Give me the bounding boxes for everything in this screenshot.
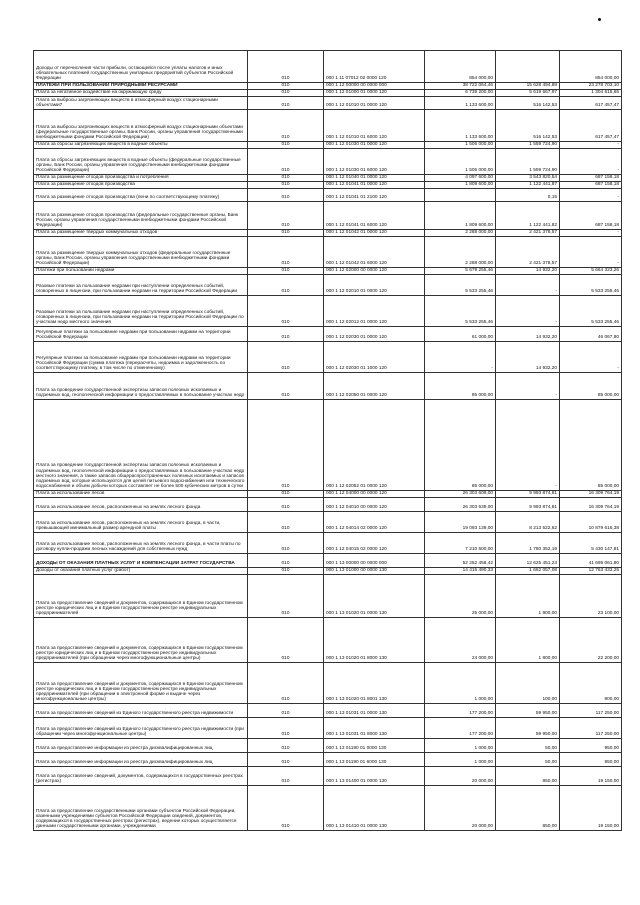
row-approved: 26 303 639,00 (425, 498, 496, 512)
row-budget-code: 000 1 13 01020 01 8000 130 (324, 618, 425, 663)
row-name: Плата за предоставление государственными органами субъектов Российской Федерации, казенными учреждениями субъектов Российской Федерации сведений, документов, содержащихся в государственных реестрах (регистрах), ведение которых осуществляется данными государственными органами, учреждениями (34, 786, 248, 831)
row-unexecuted: 85 000,00 (560, 373, 622, 400)
table-row (34, 202, 622, 230)
row-name: ПЛАТЕЖИ ПРИ ПОЛЬЗОВАНИИ ПРИРОДНЫМИ РЕСУРСАМИ (34, 83, 248, 90)
row-name: Плата за предоставление информации из реестра дисквалифицированных лиц (34, 753, 248, 767)
row-budget-code: 000 1 13 01031 01 8000 130 (324, 718, 425, 739)
row-approved: 25 000,00 (425, 575, 496, 618)
row-line-code: 010 (248, 753, 324, 767)
row-line-code: 010 (248, 230, 324, 237)
row-executed: 12 625 451,23 (496, 554, 560, 568)
row-budget-code: 000 1 12 01041 01 2100 120 (324, 189, 425, 202)
row-budget-code: 000 1 11 07012 02 0000 120 (324, 51, 425, 83)
row-budget-code: 000 1 12 00000 00 0000 000 (324, 83, 425, 90)
row-unexecuted: 5 533 255,46 (560, 275, 622, 296)
row-executed: 14 932,20 (496, 268, 560, 275)
row-approved: 7 210 500,00 (425, 533, 496, 554)
row-unexecuted: 5 664 323,26 (560, 268, 622, 275)
row-approved: 5 679 255,46 (425, 268, 496, 275)
table-row (34, 739, 622, 753)
table-row (34, 618, 622, 663)
row-name: Плата за сбросы загрязняющих веществ в водные объекты (34, 142, 248, 149)
table-row (34, 663, 622, 704)
row-name: Плата за проведение государственной экспертизы запасов полезных ископаемых и подземных вод, геологической информации о предоставляемых в пользование участках недр местного значения, а также запасов общераспространенных полезных ископаемых и запасов подземных вод, которые используются для целей питьевого водоснабжения или технического водоснабжения и объем добычи которых составляет не более 500 кубических метров в сутки (34, 400, 248, 491)
table-row (34, 275, 622, 296)
table-row (34, 90, 622, 97)
row-line-code: 010 (248, 568, 324, 575)
row-executed: 100,00 (496, 663, 560, 704)
row-budget-code: 000 1 12 02012 01 0000 120 (324, 296, 425, 327)
table-row (34, 400, 622, 491)
table-row (34, 753, 622, 767)
row-name: Плата за предоставление сведений и документов, содержащихся в Едином государственном реестре юридических лиц и в Едином государственном реестре индивидуальных предпринимателей (34, 575, 248, 618)
row-unexecuted: - (560, 230, 622, 237)
table-row (34, 575, 622, 618)
row-budget-code: 000 1 13 01000 00 0000 130 (324, 568, 425, 575)
row-unexecuted: 854 000,00 (560, 51, 622, 83)
row-executed: 1 559 724,90 (496, 149, 560, 175)
row-line-code: 010 (248, 618, 324, 663)
row-executed: 5 619 667,97 (496, 90, 560, 97)
row-executed: 9 993 874,81 (496, 491, 560, 498)
table-row (34, 97, 622, 110)
row-budget-code: 000 1 12 01000 01 0000 120 (324, 90, 425, 97)
row-executed: 850,00 (496, 786, 560, 831)
row-unexecuted: - (560, 142, 622, 149)
row-budget-code: 000 1 12 04014 02 0000 120 (324, 512, 425, 533)
row-line-code: 010 (248, 268, 324, 275)
row-name: Плата за использование лесов, расположенных на землях лесного фонда, в части платы по договору купли-продажи лесных насаждений для собственных нужд (34, 533, 248, 554)
row-name: Разовые платежи за пользование недрами при наступлении определенных событий, оговоренных в лицензии, при пользовании недрами на территории Российской Федерации (34, 275, 248, 296)
row-executed: 516 142,53 (496, 110, 560, 142)
row-name: Плата за предоставление сведений и документов, содержащихся в Едином государственном реестре юридических лиц и в Едином государственном реестре индивидуальных предпринимателей (при обращении через многофункциональные центры) (34, 618, 248, 663)
row-line-code: 010 (248, 327, 324, 342)
row-executed: 1 800,00 (496, 618, 560, 663)
row-approved: 52 252 458,42 (425, 554, 496, 568)
row-name: Плата за размещение отходов производства (федеральные государственные органы, Банк России, органы управления государственными внебюджетными фондами Российской Федерации) (34, 202, 248, 230)
row-unexecuted: 19 150,00 (560, 767, 622, 786)
table-row (34, 512, 622, 533)
row-approved: 19 093 139,00 (425, 512, 496, 533)
table-row (34, 142, 622, 149)
row-approved: 1 809 600,00 (425, 182, 496, 189)
table-row (34, 230, 622, 237)
table-body (34, 51, 622, 831)
row-executed: - (496, 275, 560, 296)
row-budget-code: 000 1 12 02030 01 1000 120 (324, 342, 425, 373)
row-budget-code: 000 1 13 01190 01 6000 130 (324, 753, 425, 767)
row-unexecuted: 16 309 764,19 (560, 498, 622, 512)
row-executed: 59 950,00 (496, 704, 560, 718)
row-unexecuted: 950,00 (560, 739, 622, 753)
row-budget-code: 000 1 12 01010 01 6000 120 (324, 110, 425, 142)
row-approved: 177 200,00 (425, 718, 496, 739)
table-row (34, 491, 622, 498)
row-budget-code: 000 1 13 01190 01 0000 130 (324, 739, 425, 753)
table-row (34, 296, 622, 327)
row-budget-code: 000 1 12 02000 00 0000 120 (324, 268, 425, 275)
row-unexecuted: 12 763 433,25 (560, 568, 622, 575)
row-line-code: 010 (248, 718, 324, 739)
row-name: Плата за размещение отходов производства и потребления (34, 175, 248, 182)
row-approved: 1 506 000,00 (425, 142, 496, 149)
row-name: Регулярные платежи за пользование недрами при пользовании недрами на территории Российской Федерации (34, 327, 248, 342)
row-executed: 1 122 441,87 (496, 182, 560, 189)
row-approved: 85 000,00 (425, 373, 496, 400)
row-line-code: 010 (248, 663, 324, 704)
row-line-code: 010 (248, 512, 324, 533)
row-approved: 20 000,00 (425, 767, 496, 786)
row-unexecuted: 10 879 616,38 (560, 512, 622, 533)
row-executed: 14 932,20 (496, 327, 560, 342)
row-approved: 61 000,00 (425, 327, 496, 342)
row-line-code: 010 (248, 182, 324, 189)
table-row (34, 718, 622, 739)
row-executed: 59 950,00 (496, 718, 560, 739)
row-budget-code: 000 1 12 04015 02 0000 120 (324, 533, 425, 554)
table-row (34, 704, 622, 718)
row-name: Плата за предоставление сведений, документов, содержащихся в государственных реестрах (регистрах) (34, 767, 248, 786)
row-approved: 85 000,00 (425, 400, 496, 491)
row-approved: 1 000,00 (425, 739, 496, 753)
row-name: Плата за проведение государственной экспертизы запасов полезных ископаемых и подземных вод, геологической информации о предоставляемых в пользование участках недр (34, 373, 248, 400)
row-unexecuted: 23 100,00 (560, 575, 622, 618)
row-budget-code: 000 1 12 01030 01 0000 120 (324, 142, 425, 149)
scan-mark (598, 18, 601, 21)
row-line-code: 010 (248, 767, 324, 786)
row-approved: 24 000,00 (425, 618, 496, 663)
table-row (34, 182, 622, 189)
row-name: Плата за использование лесов (34, 491, 248, 498)
row-executed: - (496, 373, 560, 400)
row-line-code: 010 (248, 786, 324, 831)
row-executed: 0,15 (496, 189, 560, 202)
row-executed: 9 993 874,81 (496, 498, 560, 512)
row-unexecuted: 687 158,18 (560, 175, 622, 182)
row-name: Доходы от оказания платных услуг (работ) (34, 568, 248, 575)
table-row (34, 498, 622, 512)
row-line-code: 010 (248, 175, 324, 182)
row-budget-code: 000 1 13 01410 01 0000 130 (324, 786, 425, 831)
row-executed: 1 122 441,82 (496, 202, 560, 230)
row-budget-code: 000 1 12 02010 01 0000 120 (324, 275, 425, 296)
table-row (34, 568, 622, 575)
row-line-code: 010 (248, 142, 324, 149)
row-name: Плата за предоставление сведений из Единого государственного реестра недвижимости (34, 704, 248, 718)
row-approved (425, 189, 496, 202)
row-approved: 2 288 000,00 (425, 237, 496, 268)
row-name: Плата за использование лесов, расположенных на землях лесного фонда, в части, превышающей минимальный размер арендной платы (34, 512, 248, 533)
row-unexecuted: 617 457,47 (560, 110, 622, 142)
row-budget-code: 000 1 12 04010 00 0000 120 (324, 498, 425, 512)
table-row (34, 327, 622, 342)
row-line-code: 010 (248, 342, 324, 373)
row-executed: 1 662 057,08 (496, 568, 560, 575)
row-approved: 1 133 600,00 (425, 110, 496, 142)
row-unexecuted: 22 200,00 (560, 618, 622, 663)
row-executed: 15 628 494,88 (496, 83, 560, 90)
row-line-code: 010 (248, 533, 324, 554)
row-approved: 38 722 064,46 (425, 83, 496, 90)
row-budget-code: 000 1 12 01030 01 6000 120 (324, 149, 425, 175)
row-line-code: 010 (248, 110, 324, 142)
row-name: Плата за размещение отходов производства (пени по соответствующему платежу) (34, 189, 248, 202)
row-line-code: 010 (248, 189, 324, 202)
row-executed: 3 543 820,54 (496, 175, 560, 182)
row-executed: 516 142,53 (496, 97, 560, 110)
row-line-code: 010 (248, 90, 324, 97)
row-approved: 26 303 609,00 (425, 491, 496, 498)
row-unexecuted: 117 250,00 (560, 718, 622, 739)
row-unexecuted: 5 430 147,81 (560, 533, 622, 554)
row-line-code: 010 (248, 400, 324, 491)
row-name: Плата за негативное воздействие на окружающую среду (34, 90, 248, 97)
row-unexecuted: 687 158,18 (560, 182, 622, 189)
row-budget-code: 000 1 12 02052 01 0000 120 (324, 400, 425, 491)
row-budget-code: 000 1 12 04000 00 0000 120 (324, 491, 425, 498)
row-budget-code: 000 1 12 01042 01 6000 120 (324, 237, 425, 268)
table-row (34, 786, 622, 831)
row-unexecuted: - (560, 189, 622, 202)
row-executed: 8 213 522,62 (496, 512, 560, 533)
row-executed: 850,00 (496, 767, 560, 786)
row-line-code: 010 (248, 149, 324, 175)
row-line-code: 010 (248, 498, 324, 512)
row-budget-code: 000 1 12 02050 01 0000 120 (324, 373, 425, 400)
row-approved: 1 506 000,00 (425, 149, 496, 175)
table-row (34, 237, 622, 268)
row-line-code: 010 (248, 97, 324, 110)
row-approved: 6 739 200,00 (425, 90, 496, 97)
row-name: ДОХОДЫ ОТ ОКАЗАНИЯ ПЛАТНЫХ УСЛУГ И КОМПЕНСАЦИИ ЗАТРАТ ГОСУДАРСТВА (34, 554, 248, 568)
row-approved: - (425, 342, 496, 373)
row-executed (496, 51, 560, 83)
row-unexecuted: 1 304 615,65 (560, 90, 622, 97)
table-row (34, 373, 622, 400)
row-budget-code: 000 1 12 02030 01 0000 120 (324, 327, 425, 342)
row-executed: 14 932,20 (496, 342, 560, 373)
row-name: Плата за размещение твердых коммунальных отходов (34, 230, 248, 237)
row-name: Плата за размещение отходов производства (34, 182, 248, 189)
row-name: Плата за выбросы загрязняющих веществ в атмосферный воздух стационарными объектами7 (34, 97, 248, 110)
table-row (34, 533, 622, 554)
row-name: Плата за предоставление информации из реестра дисквалифицированных лиц (34, 739, 248, 753)
row-unexecuted: 5 533 255,46 (560, 296, 622, 327)
row-approved: 2 288 000,00 (425, 230, 496, 237)
row-name: Плата за использование лесов, расположенных на землях лесного фонда (34, 498, 248, 512)
row-unexecuted: 46 067,80 (560, 327, 622, 342)
row-approved: 177 200,00 (425, 704, 496, 718)
row-unexecuted: 85 000,00 (560, 400, 622, 491)
row-executed: 2 421 378,57 (496, 237, 560, 268)
row-approved: 854 000,00 (425, 51, 496, 83)
table-row (34, 110, 622, 142)
row-budget-code: 000 1 13 01020 01 8001 130 (324, 663, 425, 704)
row-approved: 20 000,00 (425, 786, 496, 831)
table-row (34, 51, 622, 83)
row-executed: 1 559 724,90 (496, 142, 560, 149)
row-unexecuted: 900,00 (560, 663, 622, 704)
row-budget-code: 000 1 13 01031 01 0000 130 (324, 704, 425, 718)
row-approved: 5 533 255,46 (425, 296, 496, 327)
row-name: Регулярные платежи за пользование недрами при пользовании недрами на территории Российской Федерации (сумма платежа (перерасчеты, недоимка и задолженность по соответствующему платежу, в том числе по отмененному) (34, 342, 248, 373)
row-approved: 1 000,00 (425, 753, 496, 767)
row-line-code: 010 (248, 373, 324, 400)
row-name: Плата за сбросы загрязняющих веществ в водные объекты (федеральные государственные органы, Банк России, органы управления государственными внебюджетными фондами Российской Федерации) (34, 149, 248, 175)
row-executed: - (496, 400, 560, 491)
row-unexecuted: 617 457,47 (560, 97, 622, 110)
row-executed: - (496, 296, 560, 327)
row-line-code: 010 (248, 554, 324, 568)
row-name: Плата за предоставление сведений из Единого государственного реестра недвижимости (при обращении через многофункциональные центры) (34, 718, 248, 739)
row-unexecuted: 23 278 703,10 (560, 83, 622, 90)
row-unexecuted: 16 309 764,19 (560, 491, 622, 498)
row-name: Доходы от перечисления части прибыли, остающейся после уплаты налогов и иных обязательных платежей государственных унитарных предприятий субъектов Российской Федерации (34, 51, 248, 83)
row-approved: 1 133 600,00 (425, 97, 496, 110)
row-line-code: 010 (248, 575, 324, 618)
row-line-code: 010 (248, 202, 324, 230)
row-budget-code: 000 1 13 00000 00 0000 000 (324, 554, 425, 568)
table-row (34, 189, 622, 202)
row-unexecuted: 19 150,00 (560, 786, 622, 831)
row-budget-code: 000 1 12 01041 01 6000 120 (324, 202, 425, 230)
row-line-code: 010 (248, 83, 324, 90)
table-row (34, 554, 622, 568)
row-executed: 50,00 (496, 753, 560, 767)
row-budget-code: 000 1 12 01042 01 0000 120 (324, 230, 425, 237)
row-name: Плата за размещение твердых коммунальных отходов (федеральные государственные органы, Банк России, органы управления государственными внебюджетными фондами Российской Федерации) (34, 237, 248, 268)
table-row (34, 268, 622, 275)
table-row (34, 83, 622, 90)
row-unexecuted: 687 158,18 (560, 202, 622, 230)
row-line-code: 010 (248, 275, 324, 296)
row-approved: 1 000,00 (425, 663, 496, 704)
row-budget-code: 000 1 12 01040 01 0000 120 (324, 175, 425, 182)
table-row (34, 342, 622, 373)
row-unexecuted: - (560, 342, 622, 373)
row-name: Разовые платежи за пользование недрами при наступлении определенных событий, оговоренных в лицензии, при пользовании недрами на территории Российской Федерации по участкам недр местного значения (34, 296, 248, 327)
table-row (34, 767, 622, 786)
row-executed: 2 421 378,57 (496, 230, 560, 237)
income-report-table (33, 50, 622, 831)
row-name: Плата за предоставление сведений и документов, содержащихся в Едином государственном реестре юридических лиц и в Едином государственном реестре индивидуальных предпринимателей (при обращении в электронной форме и выдаче через многофункциональные центры) (34, 663, 248, 704)
row-line-code: 010 (248, 739, 324, 753)
row-unexecuted: - (560, 237, 622, 268)
row-line-code: 010 (248, 237, 324, 268)
row-approved: 1 809 600,00 (425, 202, 496, 230)
row-budget-code: 000 1 12 01041 01 0000 120 (324, 182, 425, 189)
row-line-code: 010 (248, 296, 324, 327)
row-executed: 50,00 (496, 739, 560, 753)
row-budget-code: 000 1 13 01400 01 0000 130 (324, 767, 425, 786)
row-unexecuted: - (560, 149, 622, 175)
row-line-code: 010 (248, 491, 324, 498)
row-unexecuted: 41 695 061,80 (560, 554, 622, 568)
row-approved: 4 097 600,00 (425, 175, 496, 182)
row-approved: 14 415 490,33 (425, 568, 496, 575)
row-approved: 5 533 255,46 (425, 275, 496, 296)
table-row (34, 149, 622, 175)
row-executed: 1 900,00 (496, 575, 560, 618)
row-line-code: 010 (248, 51, 324, 83)
row-budget-code: 000 1 12 01010 01 0000 120 (324, 97, 425, 110)
row-budget-code: 000 1 13 01020 01 0000 130 (324, 575, 425, 618)
row-unexecuted: 117 250,00 (560, 704, 622, 718)
row-unexecuted: 950,00 (560, 753, 622, 767)
row-name: Платежи при пользовании недрами (34, 268, 248, 275)
row-executed: 1 780 352,19 (496, 533, 560, 554)
table-row (34, 175, 622, 182)
row-line-code: 010 (248, 704, 324, 718)
row-name: Плата за выбросы загрязняющих веществ в атмосферный воздух стационарными объектами (федеральные государственные органы, Банк России, органы управления государственными внебюджетными фондами Российской Федерации) (34, 110, 248, 142)
